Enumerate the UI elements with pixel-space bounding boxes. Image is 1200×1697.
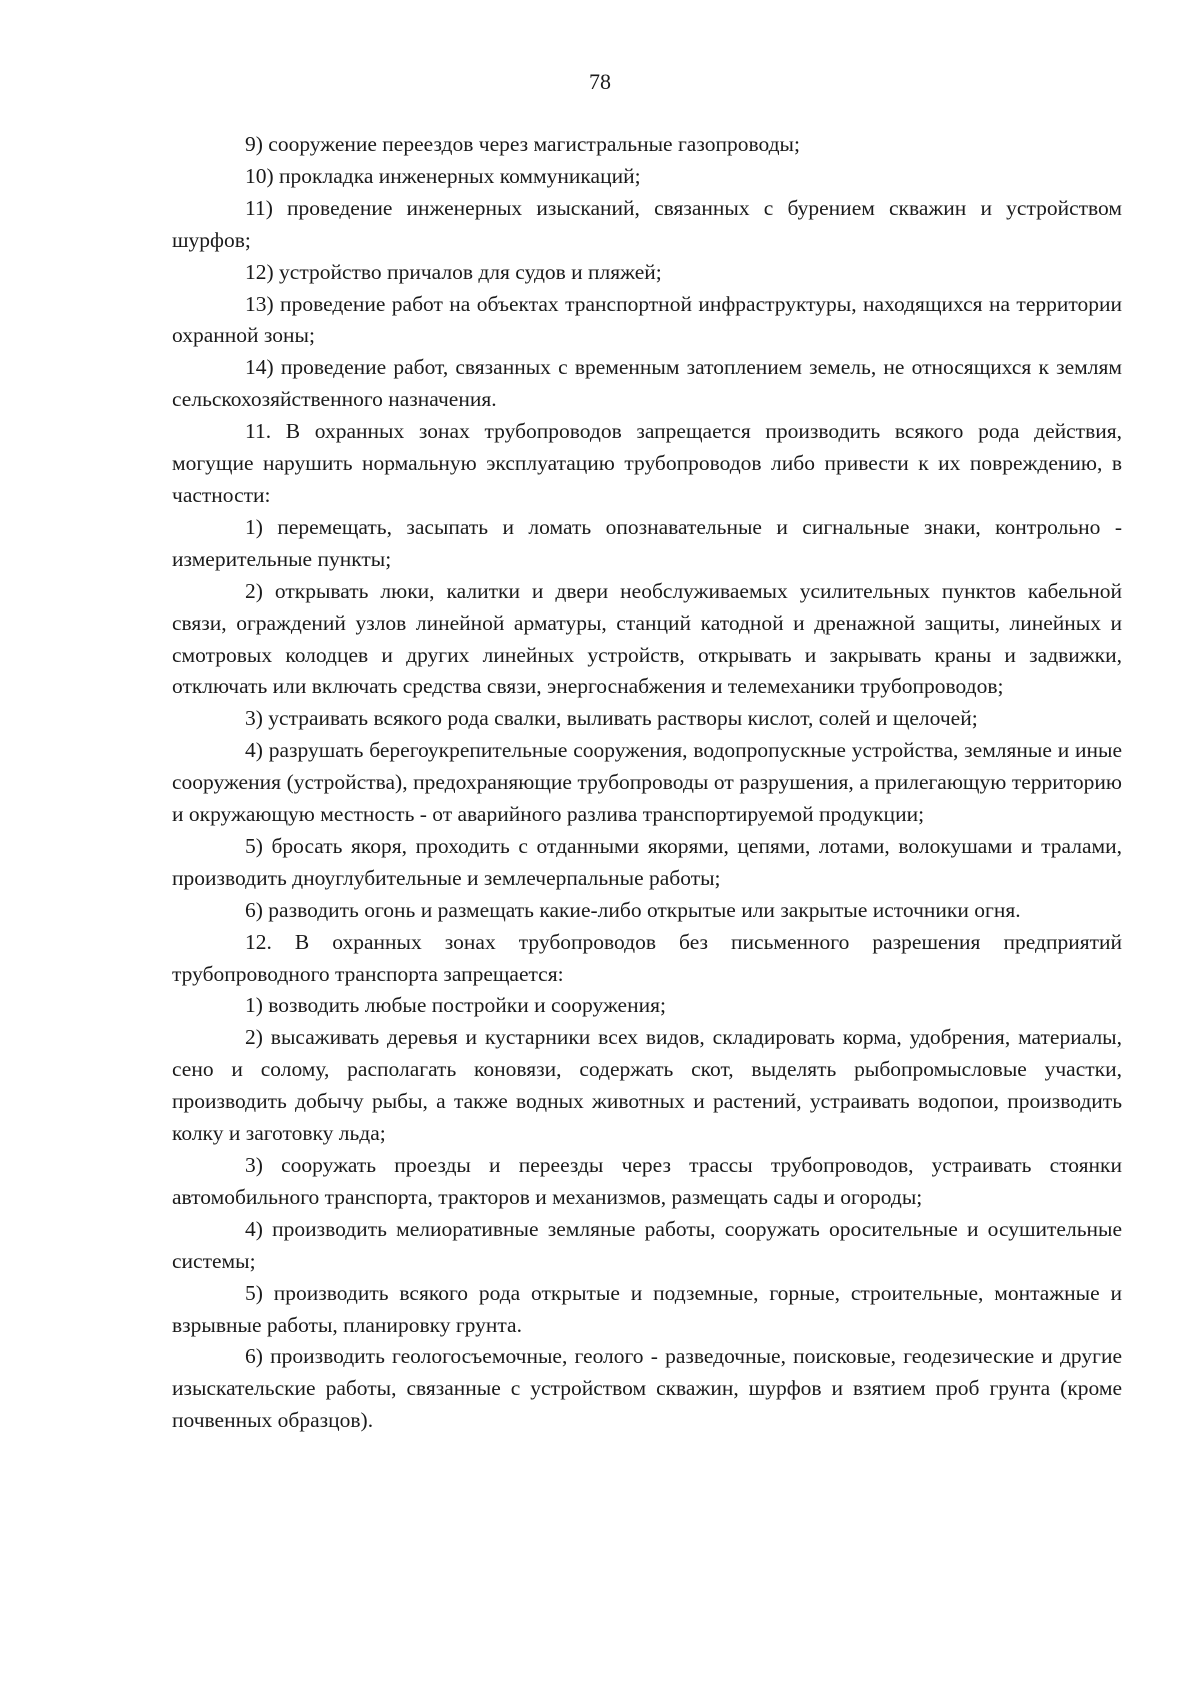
section-11-item-2: 2) открывать люки, калитки и двери необслуживаемых усилительных пунктов кабельной связи, ограждений узлов линейной арматуры, станций катодной и дренажной защиты, линейных и смотровых колодцев и других линейных устройств, открывать и закрывать краны и задвижки, отключать или включать средства связи, энергоснабжения и телемеханики трубопроводов; — [172, 578, 1122, 699]
section-11-intro: 11. В охранных зонах трубопроводов запрещается производить всякого рода действия, могущие нарушить нормальную эксплуатацию трубопроводов либо привести к их повреждению, в частности: — [172, 419, 1122, 507]
paragraph-item-9: 9) сооружение переездов через магистральные газопроводы; — [245, 132, 800, 156]
section-12-item-1: 1) возводить любые постройки и сооружения; — [245, 993, 666, 1018]
section-12-item-5: 5) производить всякого рода открытые и подземные, горные, строительные, монтажные и взрывные работы, планировку грунта. — [172, 1280, 1122, 1337]
paragraph-item-10: 10) прокладка инженерных коммуникаций; — [245, 163, 641, 188]
section-12-item-3: 3) сооружать проезды и переезды через трассы трубопроводов, устраивать стоянки автомобильного транспорта, тракторов и механизмов, размещать сады и огороды; — [172, 1153, 1122, 1209]
paragraph-item-12: 12) устройство причалов для судов и пляжей; — [245, 259, 662, 284]
paragraph-item-13: 13) проведение работ на объектах транспортной инфраструктуры, находящихся на территории охранной зоны; — [172, 291, 1122, 348]
section-12-item-4: 4) производить мелиоративные земляные работы, сооружать оросительные и осушительные системы; — [172, 1216, 1122, 1273]
section-12-item-6: 6) производить геологосъемочные, геолого - разведочные, поисковые, геодезические и другие изыскательские работы, связанные с устройством скважин, шурфов и взятием проб грунта (кроме почвенных образцов). — [172, 1344, 1122, 1433]
section-11-item-5: 5) бросать якоря, проходить с отданными якорями, цепями, лотами, волокушами и тралами, производить дноуглубительные и землечерпальные работы; — [172, 833, 1122, 890]
section-12-intro: 12. В охранных зонах трубопроводов без письменного разрешения предприятий трубопроводного транспорта запрещается: — [172, 929, 1122, 986]
section-12-item-2: 2) высаживать деревья и кустарники всех видов, складировать корма, удобрения, материалы, сено и солому, располагать коновязи, содержать скот, выделять рыбопромысловые участки, производить добычу рыбы, а также водных животных и растений, устраивать водопои, производить колку и заготовку льда; — [172, 1025, 1122, 1146]
section-11-item-1: 1) перемещать, засыпать и ломать опознавательные и сигнальные знаки, контрольно - измерительные пункты; — [172, 514, 1122, 571]
section-11-item-6: 6) разводить огонь и размещать какие-либо открытые или закрытые источники огня. — [245, 897, 1021, 922]
paragraph-item-11: 11) проведение инженерных изысканий, связанных с бурением скважин и устройством шурфов; — [172, 195, 1122, 252]
paragraph-item-14: 14) проведение работ, связанных с временным затоплением земель, не относящихся к землям сельскохозяйственного назначения. — [172, 355, 1122, 412]
page-number: 78 — [589, 69, 611, 94]
section-11-item-4: 4) разрушать берегоукрепительные сооружения, водопропускные устройства, земляные и иные сооружения (устройства), предохраняющие трубопроводы от разрушения, а прилегающую территорию и окружающую местность - от аварийного разлива транспортируемой продукции; — [172, 738, 1122, 827]
document-body — [172, 129, 1122, 1437]
section-11-item-3: 3) устраивать всякого рода свалки, выливать растворы кислот, солей и щелочей; — [245, 706, 978, 731]
